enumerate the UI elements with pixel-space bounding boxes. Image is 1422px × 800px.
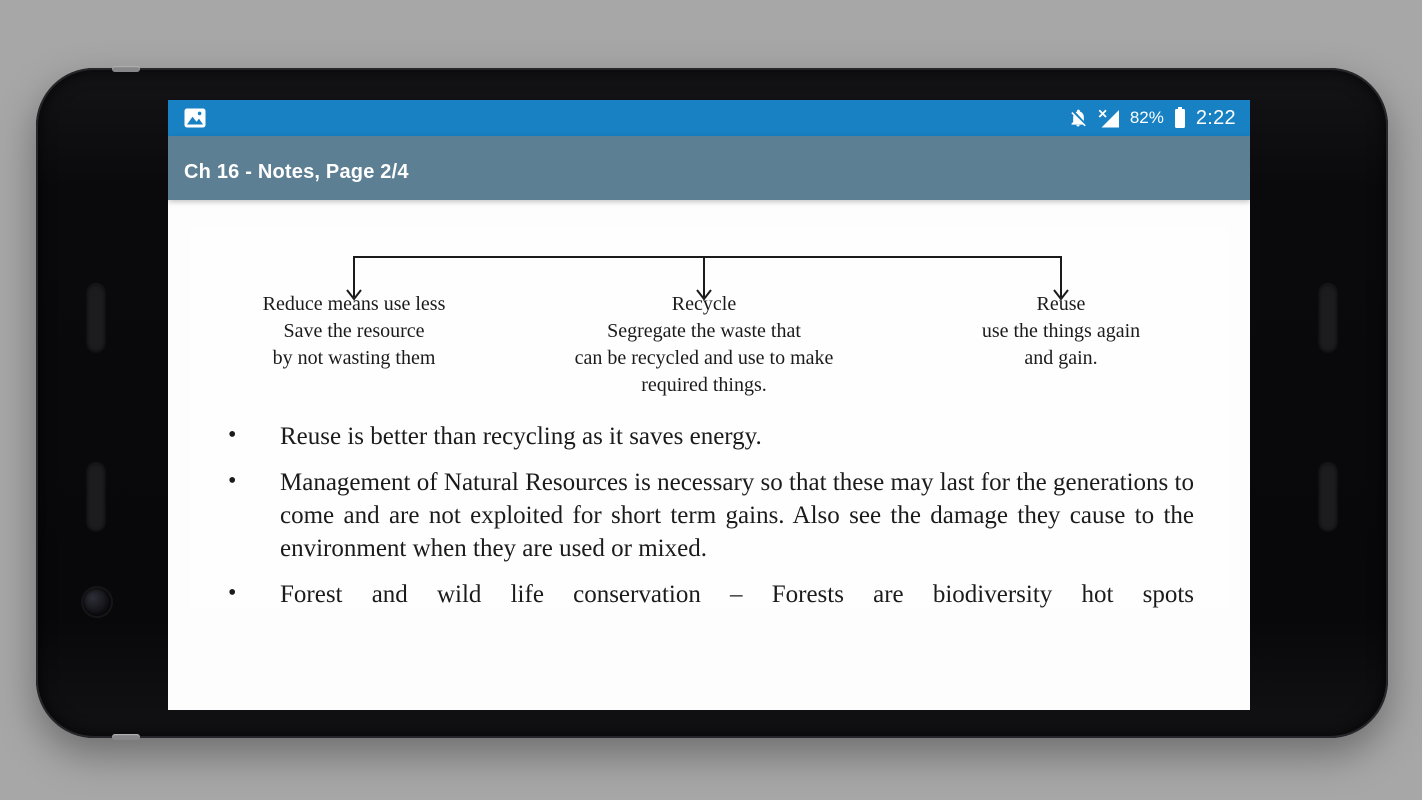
status-indicators <box>1068 107 1236 130</box>
phone-screen <box>168 100 1250 710</box>
device-button-top <box>112 66 140 72</box>
cell-signal-x-icon <box>1098 109 1120 128</box>
status-bar <box>168 100 1250 136</box>
bullet-item <box>190 466 1194 565</box>
camera-lens <box>83 588 111 616</box>
diagram-text-line: Reduce means use less <box>262 293 446 315</box>
speaker-grille <box>1318 462 1338 532</box>
document-page <box>190 228 1228 609</box>
battery-percent: 82% <box>1129 108 1164 127</box>
notes-bullet-list <box>190 420 1228 609</box>
bullet-text: Management of Natural Resources is necessary so that these may last for the generations to come and are not exploited for short term gains. Also see the damage they cause to the environment when they are used or mixed. <box>280 469 1194 562</box>
diagram-column-reuse <box>982 291 1140 372</box>
speaker-grille <box>86 283 106 353</box>
diagram-text-line: Save the resource <box>283 320 425 342</box>
bullet-text: Reuse is better than recycling as it saves energy. <box>280 423 762 450</box>
bullet-item <box>190 420 1194 453</box>
diagram-text-line: Segregate the waste that <box>607 320 801 342</box>
diagram-column-recycle <box>575 291 834 399</box>
diagram-text-line: required things. <box>641 374 767 396</box>
diagram-text-line: use the things again <box>981 320 1141 342</box>
notifications-off-icon <box>1068 108 1088 128</box>
bullet-text: Forest and wild life conservation – Forests are biodiversity hot spots <box>280 581 1194 608</box>
document-scroll-area[interactable] <box>168 228 1250 710</box>
image-icon <box>184 108 206 128</box>
diagram-column-reduce <box>263 291 446 372</box>
diagram-text-line: by not wasting them <box>272 347 436 369</box>
speaker-grille <box>86 462 106 532</box>
app-bar <box>168 136 1250 200</box>
speaker-grille <box>1318 283 1338 353</box>
phone-device-frame <box>36 68 1388 738</box>
diagram-text-line: and gain. <box>1024 347 1098 369</box>
battery-full-icon <box>1174 107 1186 129</box>
status-clock: 2:22 <box>1195 106 1236 129</box>
bullet-item <box>190 578 1194 609</box>
page-title: Ch 16 - Notes, Page 2/4 <box>184 160 409 183</box>
flow-diagram <box>190 228 1228 406</box>
device-button-bottom <box>112 734 140 740</box>
diagram-text-line: can be recycled and use to make <box>574 347 834 369</box>
diagram-text-line: Recycle <box>671 293 737 315</box>
diagram-text-line: Reuse <box>1036 293 1086 315</box>
